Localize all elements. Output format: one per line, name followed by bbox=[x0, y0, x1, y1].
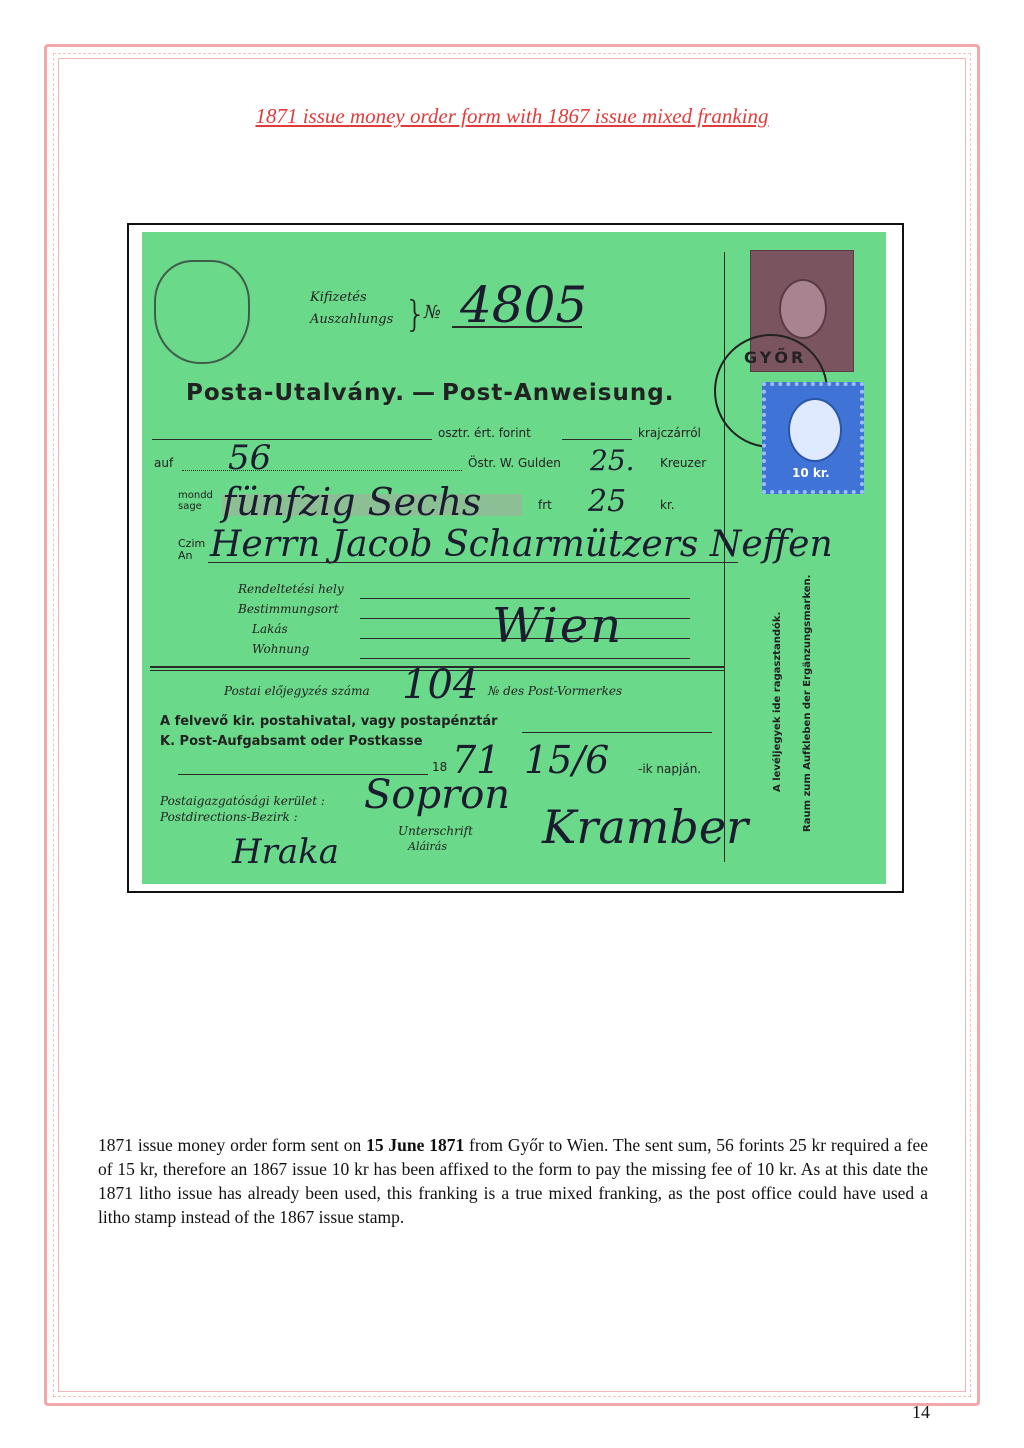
date-year: 71 bbox=[452, 738, 501, 782]
date-suffix: -ik napján. bbox=[638, 762, 702, 776]
date-day: 15/6 bbox=[524, 738, 610, 782]
divider bbox=[152, 439, 432, 440]
page-number: 14 bbox=[912, 1402, 930, 1422]
dest-label-hu: Rendeltetési hely bbox=[238, 582, 344, 596]
payout-label-de: Auszahlungs bbox=[310, 312, 394, 327]
signature-label-hu: Aláirás bbox=[408, 840, 447, 853]
side-text-de: Raum zum Aufkleben der Ergänzungsmarken. bbox=[802, 574, 813, 832]
caption-text-1: 1871 issue money order form sent on bbox=[98, 1135, 367, 1155]
district-label-de: Postdirections-Bezirk : bbox=[160, 810, 298, 824]
divider bbox=[562, 439, 632, 440]
office-label-hu: A felvevő kir. postahivatal, vagy postapénztár bbox=[160, 714, 498, 729]
postmark-text: GYŐR bbox=[744, 348, 807, 367]
office-label-de: K. Post-Aufgabsamt oder Postkasse bbox=[160, 734, 423, 749]
form-header-dash: — bbox=[412, 380, 435, 406]
date-year-prefix: 18 bbox=[432, 760, 448, 774]
district-signature: Hraka bbox=[232, 832, 340, 872]
form-number: 4805 bbox=[460, 276, 588, 334]
signature-label-de: Unterschrift bbox=[398, 824, 473, 838]
destination: Wien bbox=[492, 598, 624, 654]
amount-in-words: fünfzig Sechs bbox=[222, 480, 482, 524]
gulden-amount: 56 bbox=[228, 438, 272, 478]
register-number: 104 bbox=[402, 662, 479, 708]
blue-10kr-stamp bbox=[762, 382, 864, 494]
frt-label: frt bbox=[538, 498, 552, 512]
addressee: Herrn Jacob Scharmützers Neffen bbox=[210, 524, 833, 565]
gulden-label: Östr. W. Gulden bbox=[468, 456, 561, 470]
line1-label: osztr. ért. forint bbox=[438, 426, 531, 440]
caption-text-2: from Győr to Wien. The sent sum, 56 forints 25 kr required a fee of 15 kr, therefore an 1867 issue 10 kr has been affixed to the form to pay the missing fee of 10 kr. As at this date the 1871 litho issue has already been used, this franking is a true mixed franking, as the post office could have used a litho stamp instead of the 1867 issue stamp. bbox=[98, 1135, 928, 1227]
stamp-value: 10 kr. bbox=[792, 466, 830, 480]
divider bbox=[182, 470, 462, 471]
stamp-area-divider bbox=[724, 252, 725, 862]
lakas-label: Lakás bbox=[252, 622, 288, 636]
kreuzer-amount: 25. bbox=[590, 444, 635, 477]
form-header-hu: Posta-Utalvány. bbox=[186, 380, 405, 406]
district-value: Sopron bbox=[364, 772, 511, 818]
wohnung-label: Wohnung bbox=[252, 642, 310, 656]
auf-label: auf bbox=[154, 456, 174, 470]
caption-date: 15 June 1871 bbox=[366, 1135, 465, 1155]
portrait-icon bbox=[788, 398, 842, 462]
payout-label-hu: Kifizetés bbox=[310, 290, 367, 305]
brace-icon: } bbox=[404, 294, 427, 335]
dest-label-de: Bestimmungsort bbox=[238, 602, 339, 616]
money-order-form-image bbox=[142, 232, 886, 884]
register-label-de: № des Post-Vormerkes bbox=[488, 684, 623, 698]
mondd-label: mondd sage bbox=[178, 490, 213, 512]
divider bbox=[522, 732, 712, 733]
side-text-hu: A levéljegyek ide ragasztandók. bbox=[772, 611, 783, 792]
number-label: № bbox=[424, 302, 442, 323]
caption bbox=[98, 1133, 928, 1229]
kreuzer-label: Kreuzer bbox=[660, 456, 707, 470]
divider bbox=[208, 562, 738, 563]
register-label-hu: Postai előjegyzés száma bbox=[224, 684, 370, 698]
district-label-hu: Postaigazgatósági kerület : bbox=[160, 794, 325, 808]
line1-suffix: krajczárról bbox=[638, 426, 701, 440]
kr-label: kr. bbox=[660, 498, 675, 512]
divider bbox=[452, 326, 582, 328]
portrait-icon bbox=[779, 279, 827, 339]
czim-label: Czim An bbox=[178, 537, 206, 562]
page-title: 1871 issue money order form with 1867 issue mixed franking bbox=[255, 104, 769, 128]
clerk-signature: Kramber bbox=[542, 800, 749, 854]
form-header-de: Post-Anweisung. bbox=[442, 380, 675, 406]
coat-of-arms-icon bbox=[154, 260, 250, 364]
frt-amount: 25 bbox=[588, 484, 627, 519]
divider bbox=[360, 658, 690, 659]
